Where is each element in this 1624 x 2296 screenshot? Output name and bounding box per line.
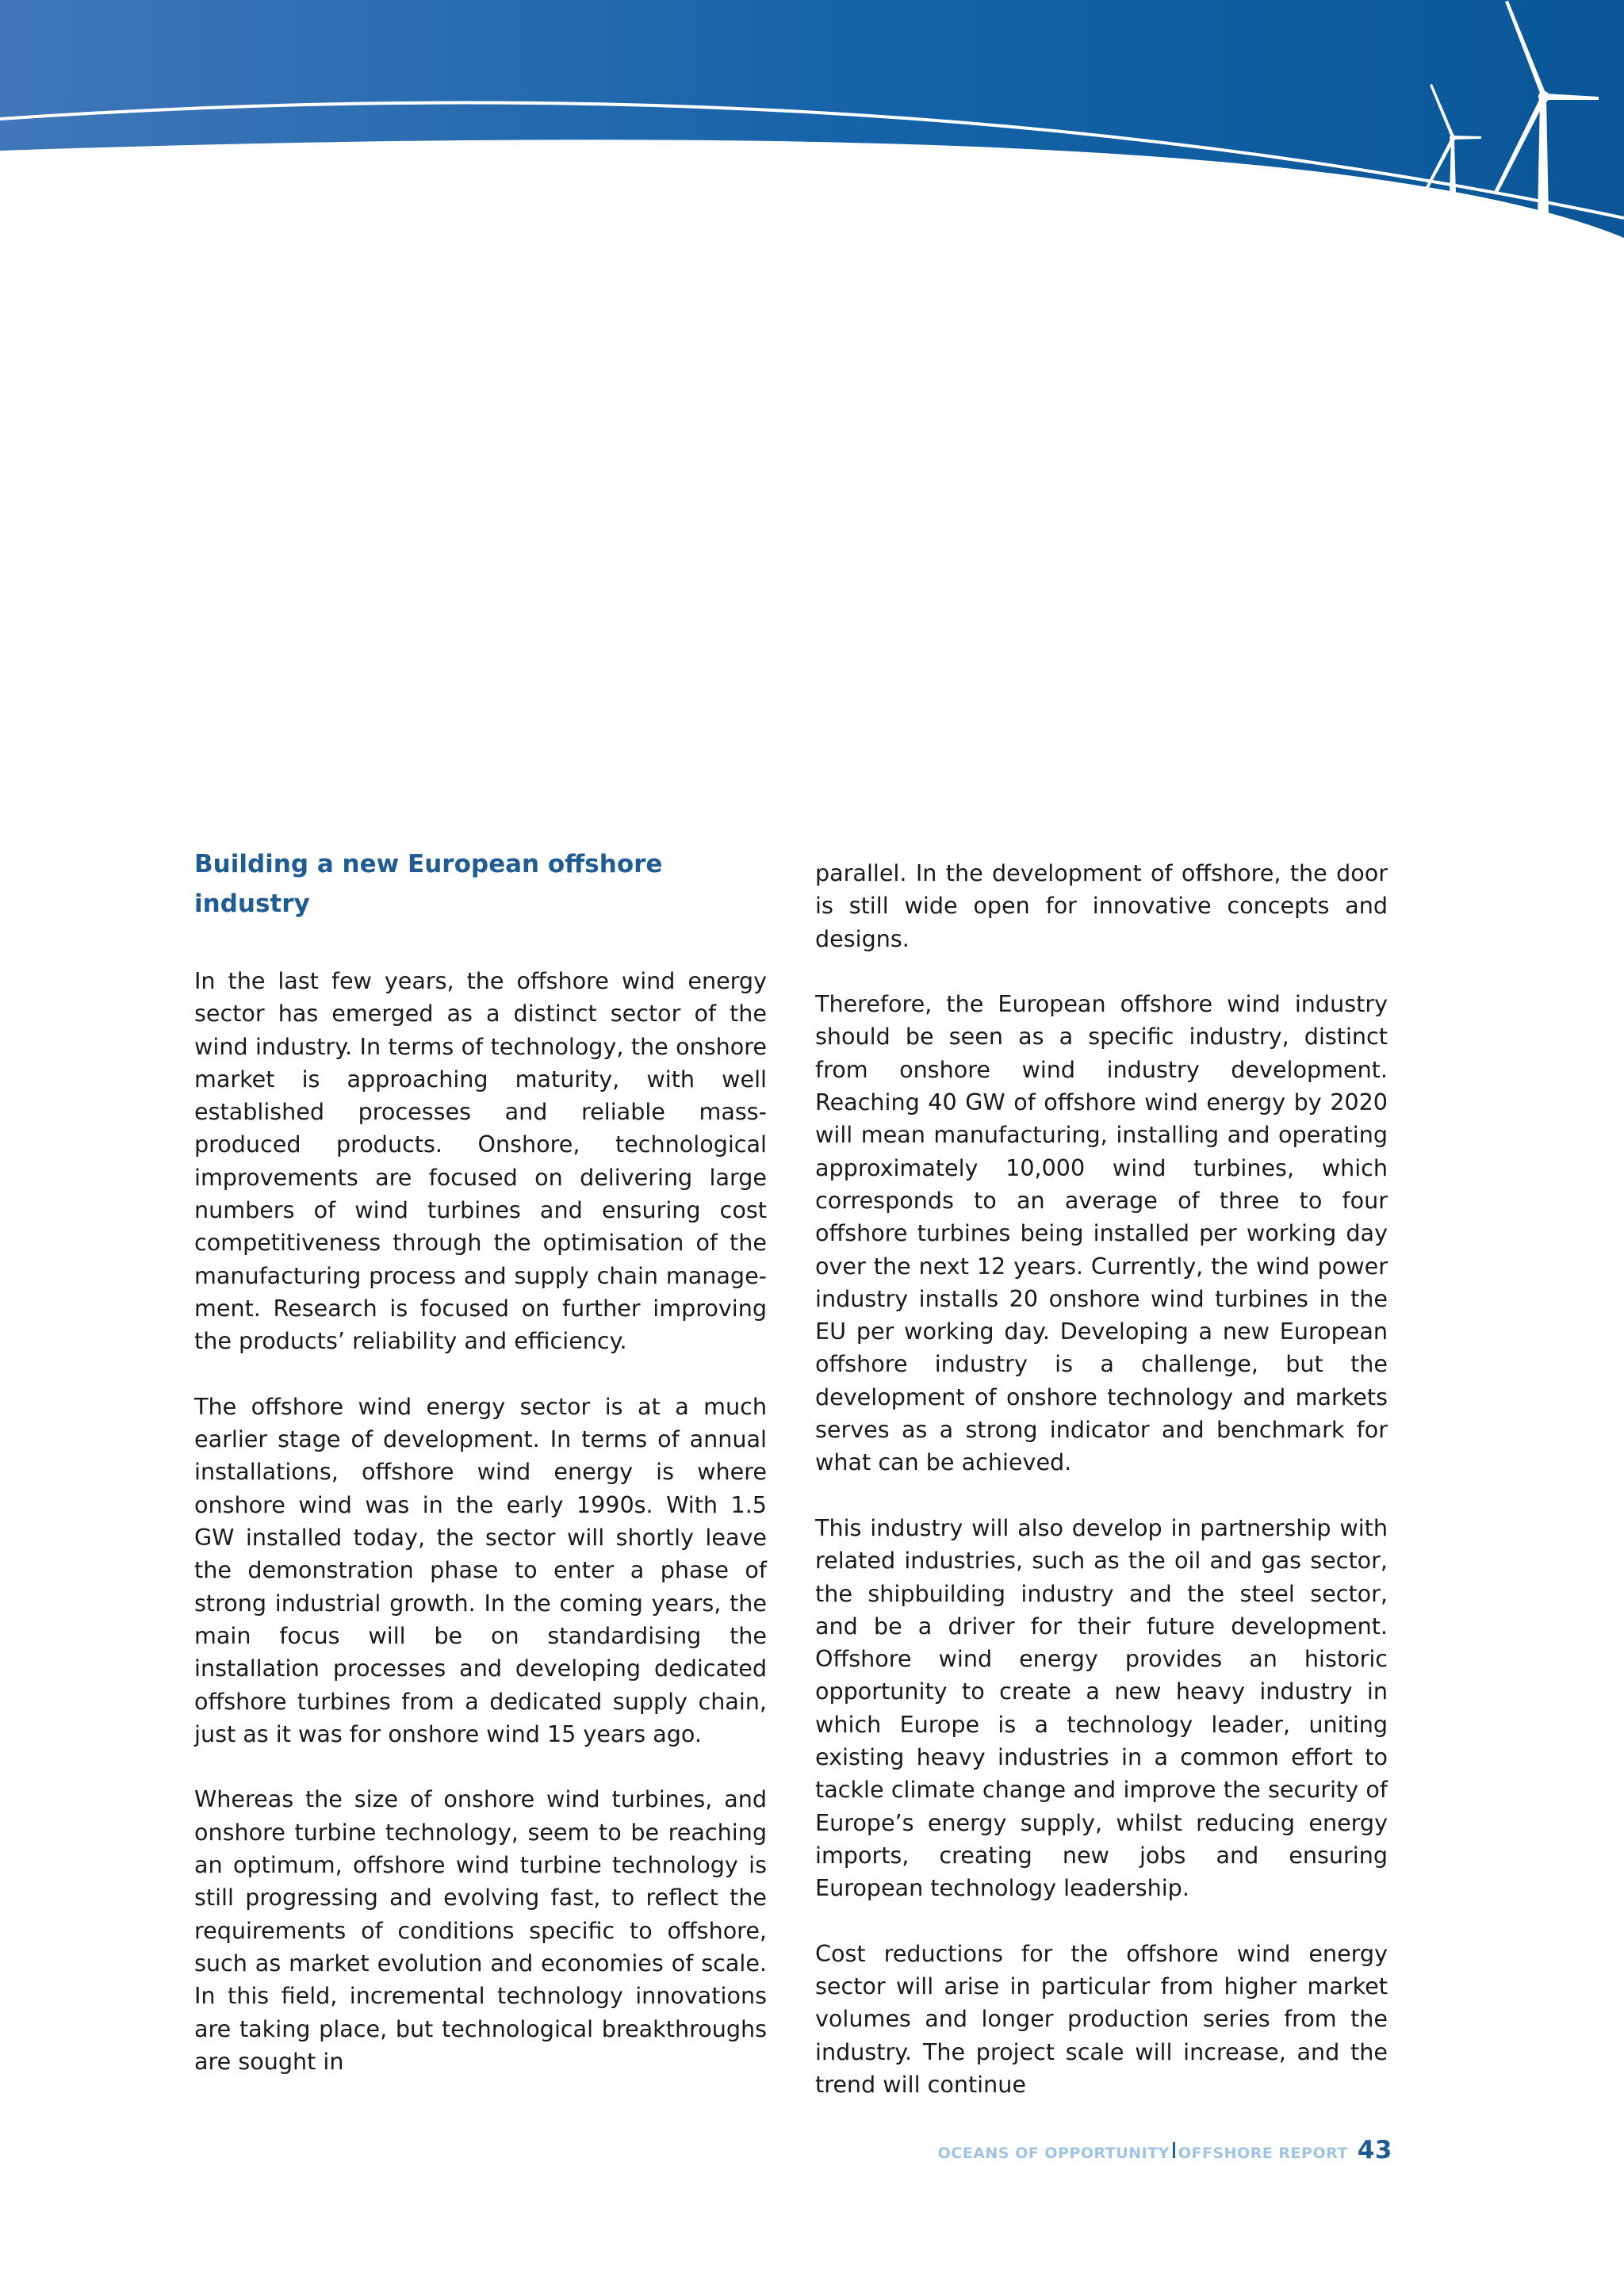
paragraph: In the last few years, the offshore wind energy sector has emerged as a distinct sector of the wind industry. In terms of technology, the onshore market is approaching maturity, with well established processes and reliable mass-produced products. Onshore, technological improvements are focused on delivering large numbers of wind turbines and ensuring cost competitiveness through the optimisation of the manufacturing process and supply chain management. Research is focused on further improving the products’ reliability and efficiency. [194,967,767,1355]
footer-subtitle: OFFSHORE REPORT [1178,2145,1348,2162]
footer-title: OCEANS OF OPPORTUNITY [937,2145,1170,2162]
paragraph: Whereas the size of onshore wind turbines, and onshore turbine technology, seem to be reaching an optimum, offshore wind turbine technology is still progressing and evolving fast, to reflect the requirements of conditions specific to offshore, such as market evolution and economies of scale. In this field, incremental technology innovations are taking place, but technological breakthroughs are sought in [194,1785,767,2075]
footer-separator [1173,2142,1175,2158]
page-number: 43 [1357,2136,1392,2164]
header-banner [0,0,1624,254]
paragraph: Therefore, the European offshore wind industry should be seen as a specific industry, distinct from onshore wind industry development. Reaching 40 GW of offshore wind energy by 2020 will mean manufacturing, installing and operating approximately 10,000 wind turbines, which corresponds to an average of three to four offshore turbines being installed per working day over the next 12 years. Currently, the wind power industry installs 20 onshore wind turbines in the EU per working day. Developing a new European offshore industry is a challenge, but the development of onshore technology and markets serves as a strong indicator and benchmark for what can be achieved. [815,990,1388,1476]
paragraph: parallel. In the development of offshore, the door is still wide open for innovative concepts and designs. [815,859,1388,952]
section-heading: Building a new European offshore industry [194,850,663,918]
paragraph: The offshore wind energy sector is at a much earlier stage of development. In terms of annual installations, offshore wind energy is where onshore wind was in the early 1990s. With 1.5 GW installed today, the sector will shortly leave the demonstration phase to enter a phase of strong industrial growth. In the coming years, the main focus will be on standardising the installation processes and developing dedicated offshore turbines from a dedicated supply chain, just as it was for onshore wind 15 years ago. [194,1392,767,1747]
paragraph: Cost reductions for the offshore wind energy sector will arise in particular from higher market volumes and longer production series from the industry. The project scale will increase, and the trend will continue [815,1939,1388,2098]
right-text-column [815,857,1388,2134]
left-text-column [194,844,767,2110]
page-footer [938,2136,1392,2164]
paragraph: This industry will also develop in partnership with related industries, such as the oil and gas sector, the shipbuilding industry and the steel sector, and be a driver for their future development. Offshore wind energy provides an historic opportunity to create a new heavy industry in which Europe is a technology leader, uniting existing heavy industries in a common effort to tackle climate change and improve the security of Europe’s energy supply, whilst reducing energy imports, creating new jobs and ensuring European technology leadership. [815,1513,1388,1902]
